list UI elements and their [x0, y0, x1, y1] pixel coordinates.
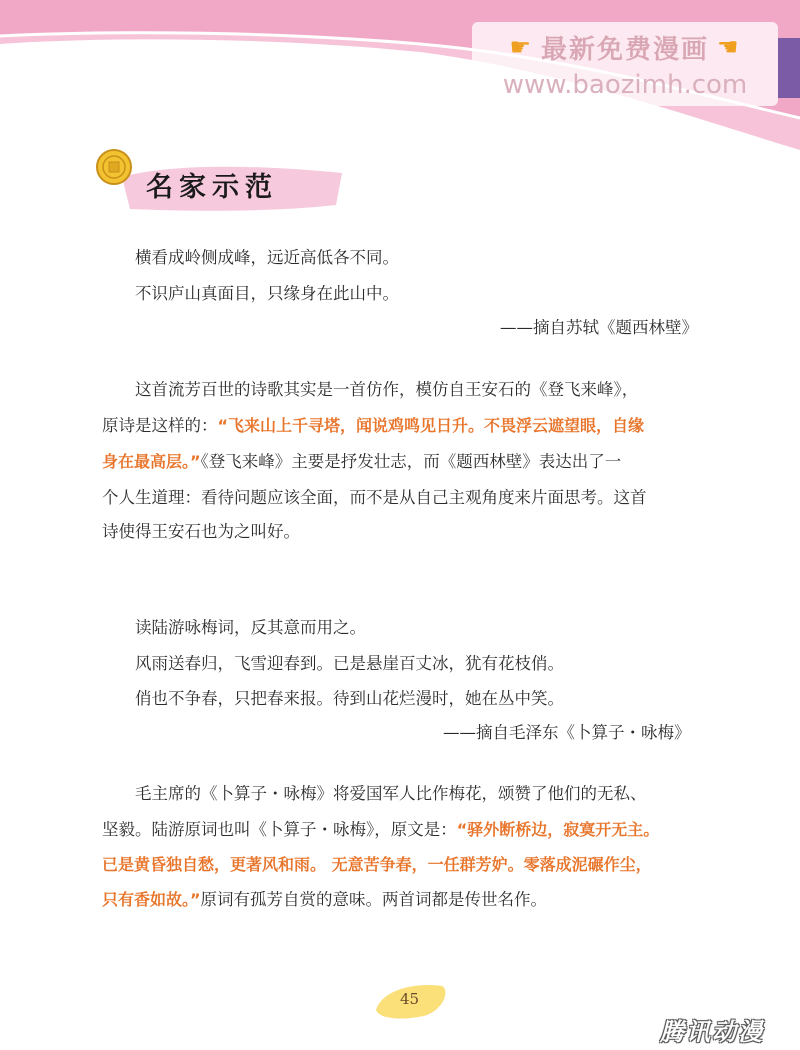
quoted-poem: “飞来山上千寻塔，闻说鸡鸣见日升。不畏浮云遮望眼，自缘	[217, 416, 645, 435]
watermark	[472, 22, 778, 106]
pointing-hand-icon: ☚	[717, 33, 741, 61]
paragraph-line: 这首流芳百世的诗歌其实是一首仿作，模仿自王安石的《登飞来峰》，	[135, 380, 639, 399]
quoted-poem: 身在最高层。”	[102, 452, 201, 471]
quoted-poem: 已是黄昏独自愁，更著风和雨。 无意苦争春，一任群芳妒。零落成泥碾作尘，	[102, 855, 652, 874]
side-tab	[778, 38, 800, 98]
pointing-hand-icon: ☛	[509, 33, 533, 61]
watermark-url: www.baozimh.com	[502, 69, 748, 100]
page-number: 45	[400, 990, 420, 1008]
quoted-poem: 只有香如故。”	[102, 890, 201, 909]
poem-source: ——摘自毛泽东《卜算子・咏梅》	[443, 723, 691, 742]
poem-line: 俏也不争春，只把春来报。待到山花烂漫时，她在丛中笑。	[135, 689, 564, 708]
paragraph-line: 身在最高层。”《登飞来峰》主要是抒发壮志，而《题西林壁》表达出了一	[102, 452, 622, 471]
poem-line: 不识庐山真面目，只缘身在此山中。	[135, 284, 399, 303]
paragraph-line: 个人生道理：看待问题应该全面，而不是从自己主观角度来片面思考。这首	[102, 488, 647, 507]
poem-line: 横看成岭侧成峰，远近高低各不同。	[135, 248, 399, 267]
poem-line: 风雨送春归，飞雪迎春到。已是悬崖百丈冰，犹有花枝俏。	[135, 654, 564, 673]
paragraph-line: 诗使得王安石也为之叫好。	[102, 522, 300, 541]
poem-source: ——摘自苏轼《题西林壁》	[500, 318, 698, 337]
coin-icon	[96, 149, 132, 185]
paragraph-line: 原诗是这样的：“飞来山上千寻塔，闻说鸡鸣见日升。不畏浮云遮望眼，自缘	[102, 416, 645, 435]
section-heading	[92, 143, 352, 223]
paragraph-line: 毛主席的《卜算子・咏梅》将爱国军人比作梅花，颂赞了他们的无私、	[135, 784, 647, 803]
watermark-title: 最新免费漫画	[540, 34, 709, 65]
publisher-logo: 腾讯动漫	[660, 1018, 764, 1046]
paragraph-line: 只有香如故。”原词有孤芳自赏的意味。两首词都是传世名作。	[102, 890, 548, 909]
paragraph-line	[102, 853, 652, 877]
poem-line: 读陆游咏梅词，反其意而用之。	[135, 618, 366, 637]
paragraph-line: 坚毅。陆游原词也叫《卜算子・咏梅》，原文是：“驿外断桥边，寂寞开无主。	[102, 820, 660, 839]
section-title: 名家示范	[146, 172, 278, 203]
page-number-badge	[368, 980, 450, 1020]
quoted-poem: “驿外断桥边，寂寞开无主。	[456, 820, 660, 839]
